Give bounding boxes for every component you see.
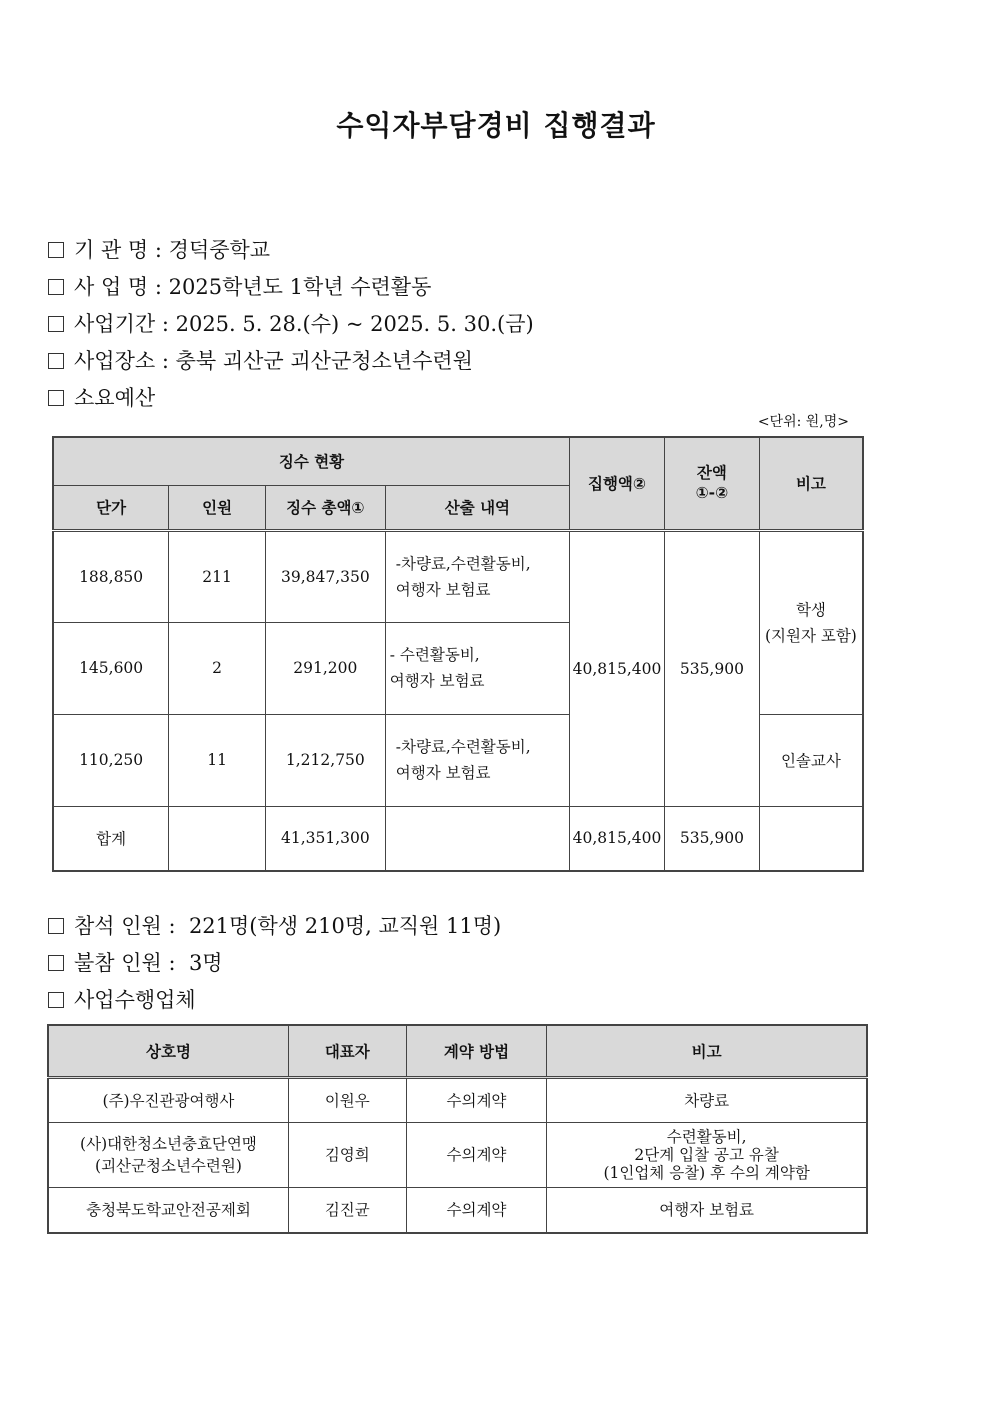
cell-vendor-note: 수련활동비, 2단계 입찰 공고 유찰 (1인업체 응찰) 후 수의 계약함: [547, 1123, 867, 1188]
header-note: 비고: [759, 437, 863, 530]
cell-representative: 김영희: [288, 1123, 406, 1188]
info-label: 사 업 명: [74, 275, 149, 299]
info-label: 사업기간: [74, 312, 156, 336]
header-detail: 산출 내역: [385, 485, 569, 530]
cell-sum-total: 41,351,300: [265, 806, 385, 871]
header-vendor-note: 비고: [547, 1025, 867, 1078]
cell-total: 1,212,750: [265, 714, 385, 806]
header-unit-price: 단가: [53, 485, 169, 530]
checkbox-square-icon: [48, 279, 64, 295]
cell-unit-price: 145,600: [53, 622, 169, 714]
vendor-heading-label: 사업수행업체: [74, 988, 196, 1012]
cell-vendor-note: 차량료: [547, 1078, 867, 1123]
vendor-table: [47, 1024, 868, 1234]
page-title: 수익자부담경비 집행결과: [336, 109, 656, 142]
cell-detail: -차량료,수련활동비, 여행자 보험료: [385, 714, 569, 806]
info-label: 사업장소: [74, 349, 156, 373]
checkbox-square-icon: [48, 955, 64, 971]
cell-sum-label: 합계: [53, 806, 169, 871]
cell-contract-method: 수의계약: [406, 1078, 547, 1123]
attendance-present: [48, 912, 501, 940]
cell-sum-note: [759, 806, 863, 871]
info-value: 2025. 5. 28.(수) ~ 2025. 5. 30.(금): [175, 312, 534, 336]
cell-count: 211: [169, 530, 266, 622]
cell-detail: - 수련활동비, 여행자 보험료: [385, 622, 569, 714]
unit-note: <단위: 원,명>: [757, 414, 849, 430]
cell-vendor-name: 충청북도학교안전공제회: [48, 1188, 288, 1233]
cell-unit-price: 188,850: [53, 530, 169, 622]
cell-vendor-note: 여행자 보험료: [547, 1188, 867, 1233]
cell-contract-method: 수의계약: [406, 1123, 547, 1188]
budget-table: [52, 436, 864, 872]
attendance-label: 참석 인원 :: [74, 914, 176, 938]
header-contract-method: 계약 방법: [406, 1025, 547, 1078]
cell-representative: 이원우: [288, 1078, 406, 1123]
checkbox-square-icon: [48, 353, 64, 369]
info-value: 충북 괴산군 괴산군청소년수련원: [175, 349, 473, 373]
header-vendor-name: 상호명: [48, 1025, 288, 1078]
info-value: 경덕중학교: [168, 238, 271, 262]
header-representative: 대표자: [288, 1025, 406, 1078]
cell-unit-price: 110,250: [53, 714, 169, 806]
vendor-heading: [48, 986, 196, 1014]
table-row: [48, 1078, 867, 1123]
cell-sum-executed: 40,815,400: [570, 806, 665, 871]
cell-representative: 김진균: [288, 1188, 406, 1233]
table-row-sum: [53, 806, 863, 871]
cell-sum-count: [169, 806, 266, 871]
checkbox-square-icon: [48, 390, 64, 406]
cell-balance: 535,900: [664, 530, 759, 806]
cell-executed: 40,815,400: [570, 530, 665, 806]
cell-count: 2: [169, 622, 266, 714]
cell-sum-balance: 535,900: [664, 806, 759, 871]
attendance-label: 불참 인원 :: [74, 951, 176, 975]
cell-note-students: 학생 (지원자 포함): [759, 530, 863, 714]
info-period: 사업기간 : 2025. 5. 28.(수) ~ 2025. 5. 30.(금): [48, 310, 534, 338]
header-count: 인원: [169, 485, 266, 530]
checkbox-square-icon: [48, 992, 64, 1008]
info-value: 2025학년도 1학년 수련활동: [168, 275, 432, 299]
cell-vendor-name: (주)우진관광여행사: [48, 1078, 288, 1123]
header-executed: 집행액②: [570, 437, 665, 530]
cell-contract-method: 수의계약: [406, 1188, 547, 1233]
cell-sum-detail: [385, 806, 569, 871]
info-project: 사 업 명 : 2025학년도 1학년 수련활동: [48, 273, 431, 301]
cell-vendor-name: (사)대한청소년충효단연맹 (괴산군청소년수련원): [48, 1123, 288, 1188]
info-label: 소요예산: [74, 386, 156, 410]
cell-total: 39,847,350: [265, 530, 385, 622]
info-agency: 기 관 명 : 경덕중학교: [48, 236, 270, 264]
info-location: 사업장소 : 충북 괴산군 괴산군청소년수련원: [48, 347, 473, 375]
cell-count: 11: [169, 714, 266, 806]
info-budget-heading: [48, 384, 155, 412]
attendance-absent: [48, 949, 223, 977]
table-row: [48, 1123, 867, 1188]
info-label: 기 관 명: [74, 238, 149, 262]
cell-total: 291,200: [265, 622, 385, 714]
cell-note-teachers: 인솔교사: [759, 714, 863, 806]
checkbox-square-icon: [48, 242, 64, 258]
attendance-value: 3명: [188, 951, 223, 975]
cell-detail: -차량료,수련활동비, 여행자 보험료: [385, 530, 569, 622]
header-collection-status: 징수 현황: [53, 437, 570, 485]
table-row: [48, 1188, 867, 1233]
checkbox-square-icon: [48, 316, 64, 332]
table-row: [53, 530, 863, 622]
header-total: 징수 총액①: [265, 485, 385, 530]
attendance-value: 221명(학생 210명, 교직원 11명): [188, 914, 502, 938]
checkbox-square-icon: [48, 918, 64, 934]
header-balance: 잔액 ①-②: [664, 437, 759, 530]
